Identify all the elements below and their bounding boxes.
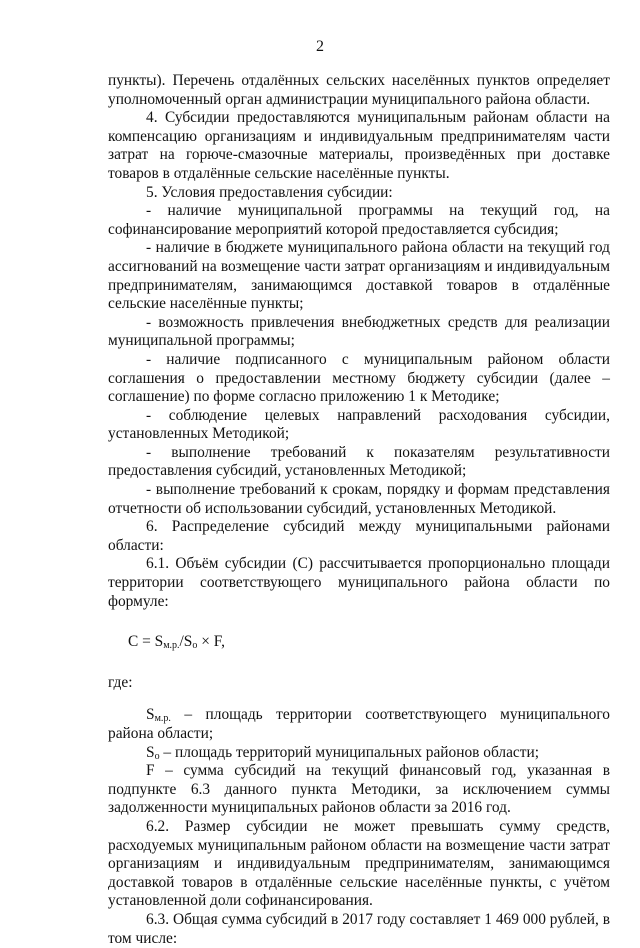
paragraph-item-6-2: 6.2. Размер субсидии не может превышать сумму средств, расходуемых муниципальным районом области на возмещение части затрат организациям и индивидуальным предпринимателям, занимающимся доставкой товаров в отдалённые сельские населённые пункты, с учётом установленной доли софинансирования.	[108, 817, 610, 910]
condition-item: - наличие муниципальной программы на текущий год, на софинансирование мероприятий которой предоставляется субсидия;	[108, 202, 610, 238]
paragraph-item-6-1: 6.1. Объём субсидии (С) рассчитывается пропорционально площади территории соответствующего муниципального района области по формуле:	[108, 555, 610, 610]
condition-item: - возможность привлечения внебюджетных средств для реализации муниципальной программы;	[108, 313, 610, 350]
definition-item	[108, 744, 610, 763]
condition-item: - выполнение требований к срокам, порядку и формам представления отчетности об использовании субсидий, установленных Методикой.	[108, 481, 610, 517]
definition-subscript: м.р.	[154, 713, 171, 725]
document-body	[108, 72, 610, 948]
page-number: 2	[316, 38, 324, 55]
formula-lhs: С = S	[128, 633, 164, 651]
paragraph-continuation: пункты). Перечень отдалённых сельских населённых пунктов определяет уполномоченный орган администрации муниципального района области.	[108, 72, 610, 108]
paragraph-item-6-3: 6.3. Общая сумма субсидий в 2017 году составляет 1 469 000 рублей, в том числе:	[108, 910, 610, 947]
definition-text: – площадь территории соответствующего муниципального района области;	[108, 706, 610, 742]
definition-symbol: S	[146, 743, 155, 761]
definition-text: – сумма субсидий на текущий финансовый год, указанная в подпункте 6.3 данного пункта Методики, за исключением суммы задолженности муниципальных районов области за 2016 год.	[108, 762, 610, 817]
paragraph-item-5: 5. Условия предоставления субсидии:	[146, 183, 393, 201]
condition-item: - наличие в бюджете муниципального района области на текущий год ассигнований на возмещение части затрат организациям и индивидуальным предпринимателям, занимающимся доставкой товаров в отдалённые сельские населённые пункты;	[108, 239, 610, 313]
formula	[108, 633, 610, 652]
formula-sub-o: о	[192, 640, 198, 652]
definition-symbol: S	[146, 706, 155, 724]
definition-item	[108, 706, 610, 743]
condition-item: - наличие подписанного с муниципальным районом области соглашения о предоставлении местному бюджету субсидии (далее – соглашение) по форме согласно приложению 1 к Методике;	[108, 350, 610, 406]
formula-mid: /S	[179, 633, 193, 651]
formula-sub-mr: м.р.	[163, 640, 180, 652]
definition-text: – площадь территорий муниципальных районов области;	[159, 743, 539, 761]
condition-item: - соблюдение целевых направлений расходования субсидии, установленных Методикой;	[108, 406, 610, 443]
definition-symbol: F	[146, 762, 155, 780]
where-label: где:	[108, 673, 133, 691]
definition-item	[108, 762, 610, 818]
condition-item: - выполнение требований к показателям результативности предоставления субсидий, установленных Методикой;	[108, 443, 610, 480]
formula-rhs: × F,	[197, 633, 225, 651]
definition-subscript: о	[154, 750, 160, 762]
paragraph-item-4: 4. Субсидии предоставляются муниципальным районам области на компенсацию организациям и индивидуальным предпринимателям части затрат на горюче-смазочные материалы, произведённых при доставке товаров в отдалённые сельские населённые пункты.	[108, 109, 610, 182]
paragraph-item-6: 6. Распределение субсидий между муниципальными районами области:	[108, 518, 610, 554]
